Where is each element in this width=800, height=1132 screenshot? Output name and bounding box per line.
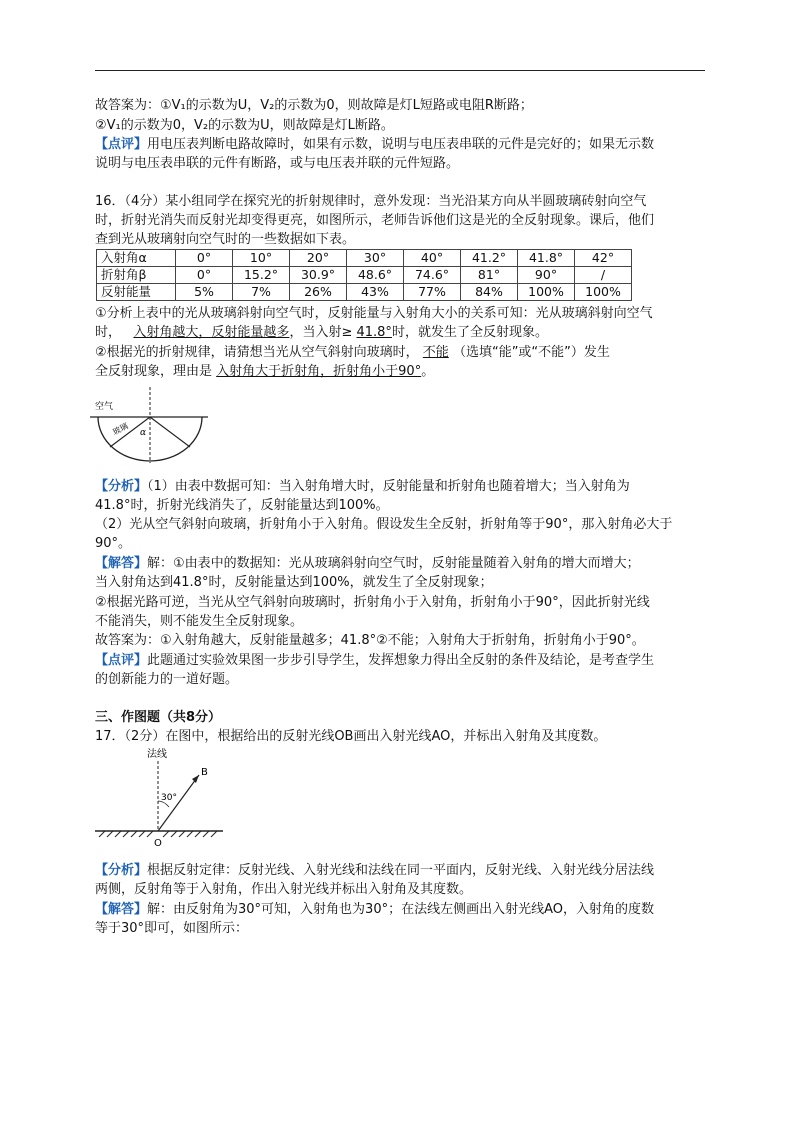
table-cell: 74.6° xyxy=(404,267,461,284)
q16-answer-4: 不能消失，则不能发生全反射现象。 xyxy=(95,614,304,629)
table-cell: 30.9° xyxy=(290,267,347,284)
q16-analysis-1 xyxy=(95,478,630,496)
q17-line-1: 17．（2分）在图中，根据给出的反射光线OB画出入射光线AO，并标出入射角及其度数。 xyxy=(95,729,607,744)
text: （1）由表中数据可知：当入射角增大时，反射能量和折射角也随着增大；当入射角为 xyxy=(147,479,630,494)
table-cell: 77% xyxy=(404,284,461,301)
text: 解：由反射角为30°可知，入射角也为30°；在法线左侧画出入射光线AO，入射角的度数 xyxy=(147,902,654,917)
table-row xyxy=(97,267,632,284)
table-cell: 入射角α xyxy=(97,250,176,267)
intro-comment-1 xyxy=(95,136,654,154)
answer-blank: 入射角大于折射角，折射角小于90° xyxy=(216,364,422,379)
q16-line-2: 时，折射光消失而反射光却变得更亮，如图所示，老师告诉他们这是光的全反射现象。课后，他们 xyxy=(95,213,655,228)
comment-text: 用电压表判断电路故障时，如果有示数，说明与电压表串联的元件是完好的；如果无示数 xyxy=(147,137,655,152)
table-cell: 反射能量 xyxy=(97,284,176,301)
q17-answer-2: 等于30°即可，如图所示： xyxy=(95,921,249,936)
table-cell: 100% xyxy=(575,284,632,301)
table-cell: 81° xyxy=(461,267,518,284)
q16-part2-line-1 xyxy=(95,344,610,362)
table-cell: 7% xyxy=(233,284,290,301)
table-cell: 30° xyxy=(347,250,404,267)
table-cell: 90° xyxy=(518,267,575,284)
table-cell: 43% xyxy=(347,284,404,301)
text: 。 xyxy=(421,364,435,379)
table-cell: 20° xyxy=(290,250,347,267)
table-cell: 折射角β xyxy=(97,267,176,284)
table-cell: 41.8° xyxy=(518,250,575,267)
table-cell: 0° xyxy=(176,267,233,284)
text: 此题通过实验效果图一步步引导学生，发挥想象力得出全反射的条件及结论，是考查学生 xyxy=(147,653,655,668)
text: 时， xyxy=(95,325,122,340)
q17-answer-1 xyxy=(95,901,654,919)
q17-analysis-1 xyxy=(95,862,654,880)
text: 根据反射定律：反射光线、入射光线和法线在同一平面内，反射光线、入射光线分居法线 xyxy=(147,863,655,878)
q16-analysis-2: 41.8°时，折射光线消失了，反射能量达到100%。 xyxy=(95,498,389,513)
analysis-tag: 【分析】 xyxy=(95,863,148,878)
reflected-ray xyxy=(150,417,190,447)
table-row xyxy=(97,250,632,267)
section-heading: 三、作图题（共8分） xyxy=(95,710,222,725)
mirror-hatching xyxy=(99,831,217,837)
table-cell: 40° xyxy=(404,250,461,267)
q17-analysis-2: 两侧，反射角等于入射角，作出入射光线并标出入射角及其度数。 xyxy=(95,882,473,897)
q16-part1-line-2 xyxy=(95,324,548,342)
table-cell: 100% xyxy=(518,284,575,301)
semicircle-figure xyxy=(90,385,210,465)
point-b-label: B xyxy=(201,767,208,778)
text: 时，就发生了全反射现象。 xyxy=(391,325,548,340)
text: 全反射现象，理由是 xyxy=(95,364,213,379)
answer-tag: 【解答】 xyxy=(95,902,148,917)
text: ，当入射≥ xyxy=(289,325,353,340)
text: ②根据光的折射规律，请猜想当光从空气斜射向玻璃时， xyxy=(95,345,419,360)
header-rule xyxy=(95,70,705,71)
table-cell: 0° xyxy=(176,250,233,267)
point-o-label: O xyxy=(154,838,162,849)
q16-answer-2: 当入射角达到41.8°时，反射能量达到100%，就发生了全反射现象； xyxy=(95,575,493,590)
answer-blank: 不能 xyxy=(422,345,449,360)
text: （选填“能”或“不能”）发生 xyxy=(452,345,610,360)
q16-part2-line-2 xyxy=(95,363,434,381)
q16-line-1: 16．（4分）某小组同学在探究光的折射规律时，意外发现：当光沿某方向从半圆玻璃砖射向空气 xyxy=(95,194,647,209)
table-row xyxy=(97,284,632,301)
comment-tag: 【点评】 xyxy=(95,137,148,152)
intro-line-1: 故答案为：①V₁的示数为U，V₂的示数为0，则故障是灯L短路或电阻R断路； xyxy=(95,98,533,113)
table-cell: 5% xyxy=(176,284,233,301)
comment-tag: 【点评】 xyxy=(95,653,148,668)
alpha-label: α xyxy=(140,428,147,438)
air-label: 空气 xyxy=(95,402,114,412)
q16-part1-line-1: ①分析上表中的光从玻璃斜射向空气时，反射能量与入射角大小的关系可知：光从玻璃斜射向空气 xyxy=(95,306,653,321)
intro-comment-2: 说明与电压表串联的元件有断路，或与电压表并联的元件短路。 xyxy=(95,156,460,171)
arrow-head xyxy=(192,775,199,783)
q16-comment-1 xyxy=(95,652,654,670)
glass-label: 玻璃 xyxy=(111,421,130,437)
table-cell: 41.2° xyxy=(461,250,518,267)
answer-tag: 【解答】 xyxy=(95,556,148,571)
q16-answer-5: 故答案为：①入射角越大，反射能量越多；41.8°②不能；入射角大于折射角，折射角小于90°。 xyxy=(95,633,645,648)
table-cell: / xyxy=(575,267,632,284)
analysis-tag: 【分析】 xyxy=(95,479,148,494)
data-table xyxy=(96,249,632,301)
table-cell: 48.6° xyxy=(347,267,404,284)
reflection-figure xyxy=(93,745,228,850)
q16-analysis-4: 90°。 xyxy=(95,536,132,551)
answer-blank: 41.8° xyxy=(356,325,392,340)
table-cell: 26% xyxy=(290,284,347,301)
text: 解：①由表中的数据知：光从玻璃斜射向空气时，反射能量随着入射角的增大而增大； xyxy=(147,556,640,571)
q16-comment-2: 的创新能力的一道好题。 xyxy=(95,672,239,687)
angle-label: 30° xyxy=(161,793,177,803)
table-cell: 84% xyxy=(461,284,518,301)
table-cell: 15.2° xyxy=(233,267,290,284)
answer-blank: 入射角越大，反射能量越多 xyxy=(133,325,290,340)
q16-answer-1 xyxy=(95,555,640,573)
normal-label: 法线 xyxy=(147,749,167,760)
q16-line-3: 查到光从玻璃射向空气时的一些数据如下表。 xyxy=(95,232,356,247)
table-cell: 10° xyxy=(233,250,290,267)
intro-line-2: ②V₁的示数为0，V₂的示数为U，则故障是灯L断路。 xyxy=(95,118,394,133)
q16-analysis-3: （2）光从空气斜射向玻璃，折射角小于入射角。假设发生全反射，折射角等于90°，那入射角必大于 xyxy=(95,517,673,532)
table-cell: 42° xyxy=(575,250,632,267)
q16-answer-3: ②根据光路可逆，当光从空气斜射向玻璃时，折射角小于入射角，折射角小于90°，因此折射光线 xyxy=(95,595,650,610)
